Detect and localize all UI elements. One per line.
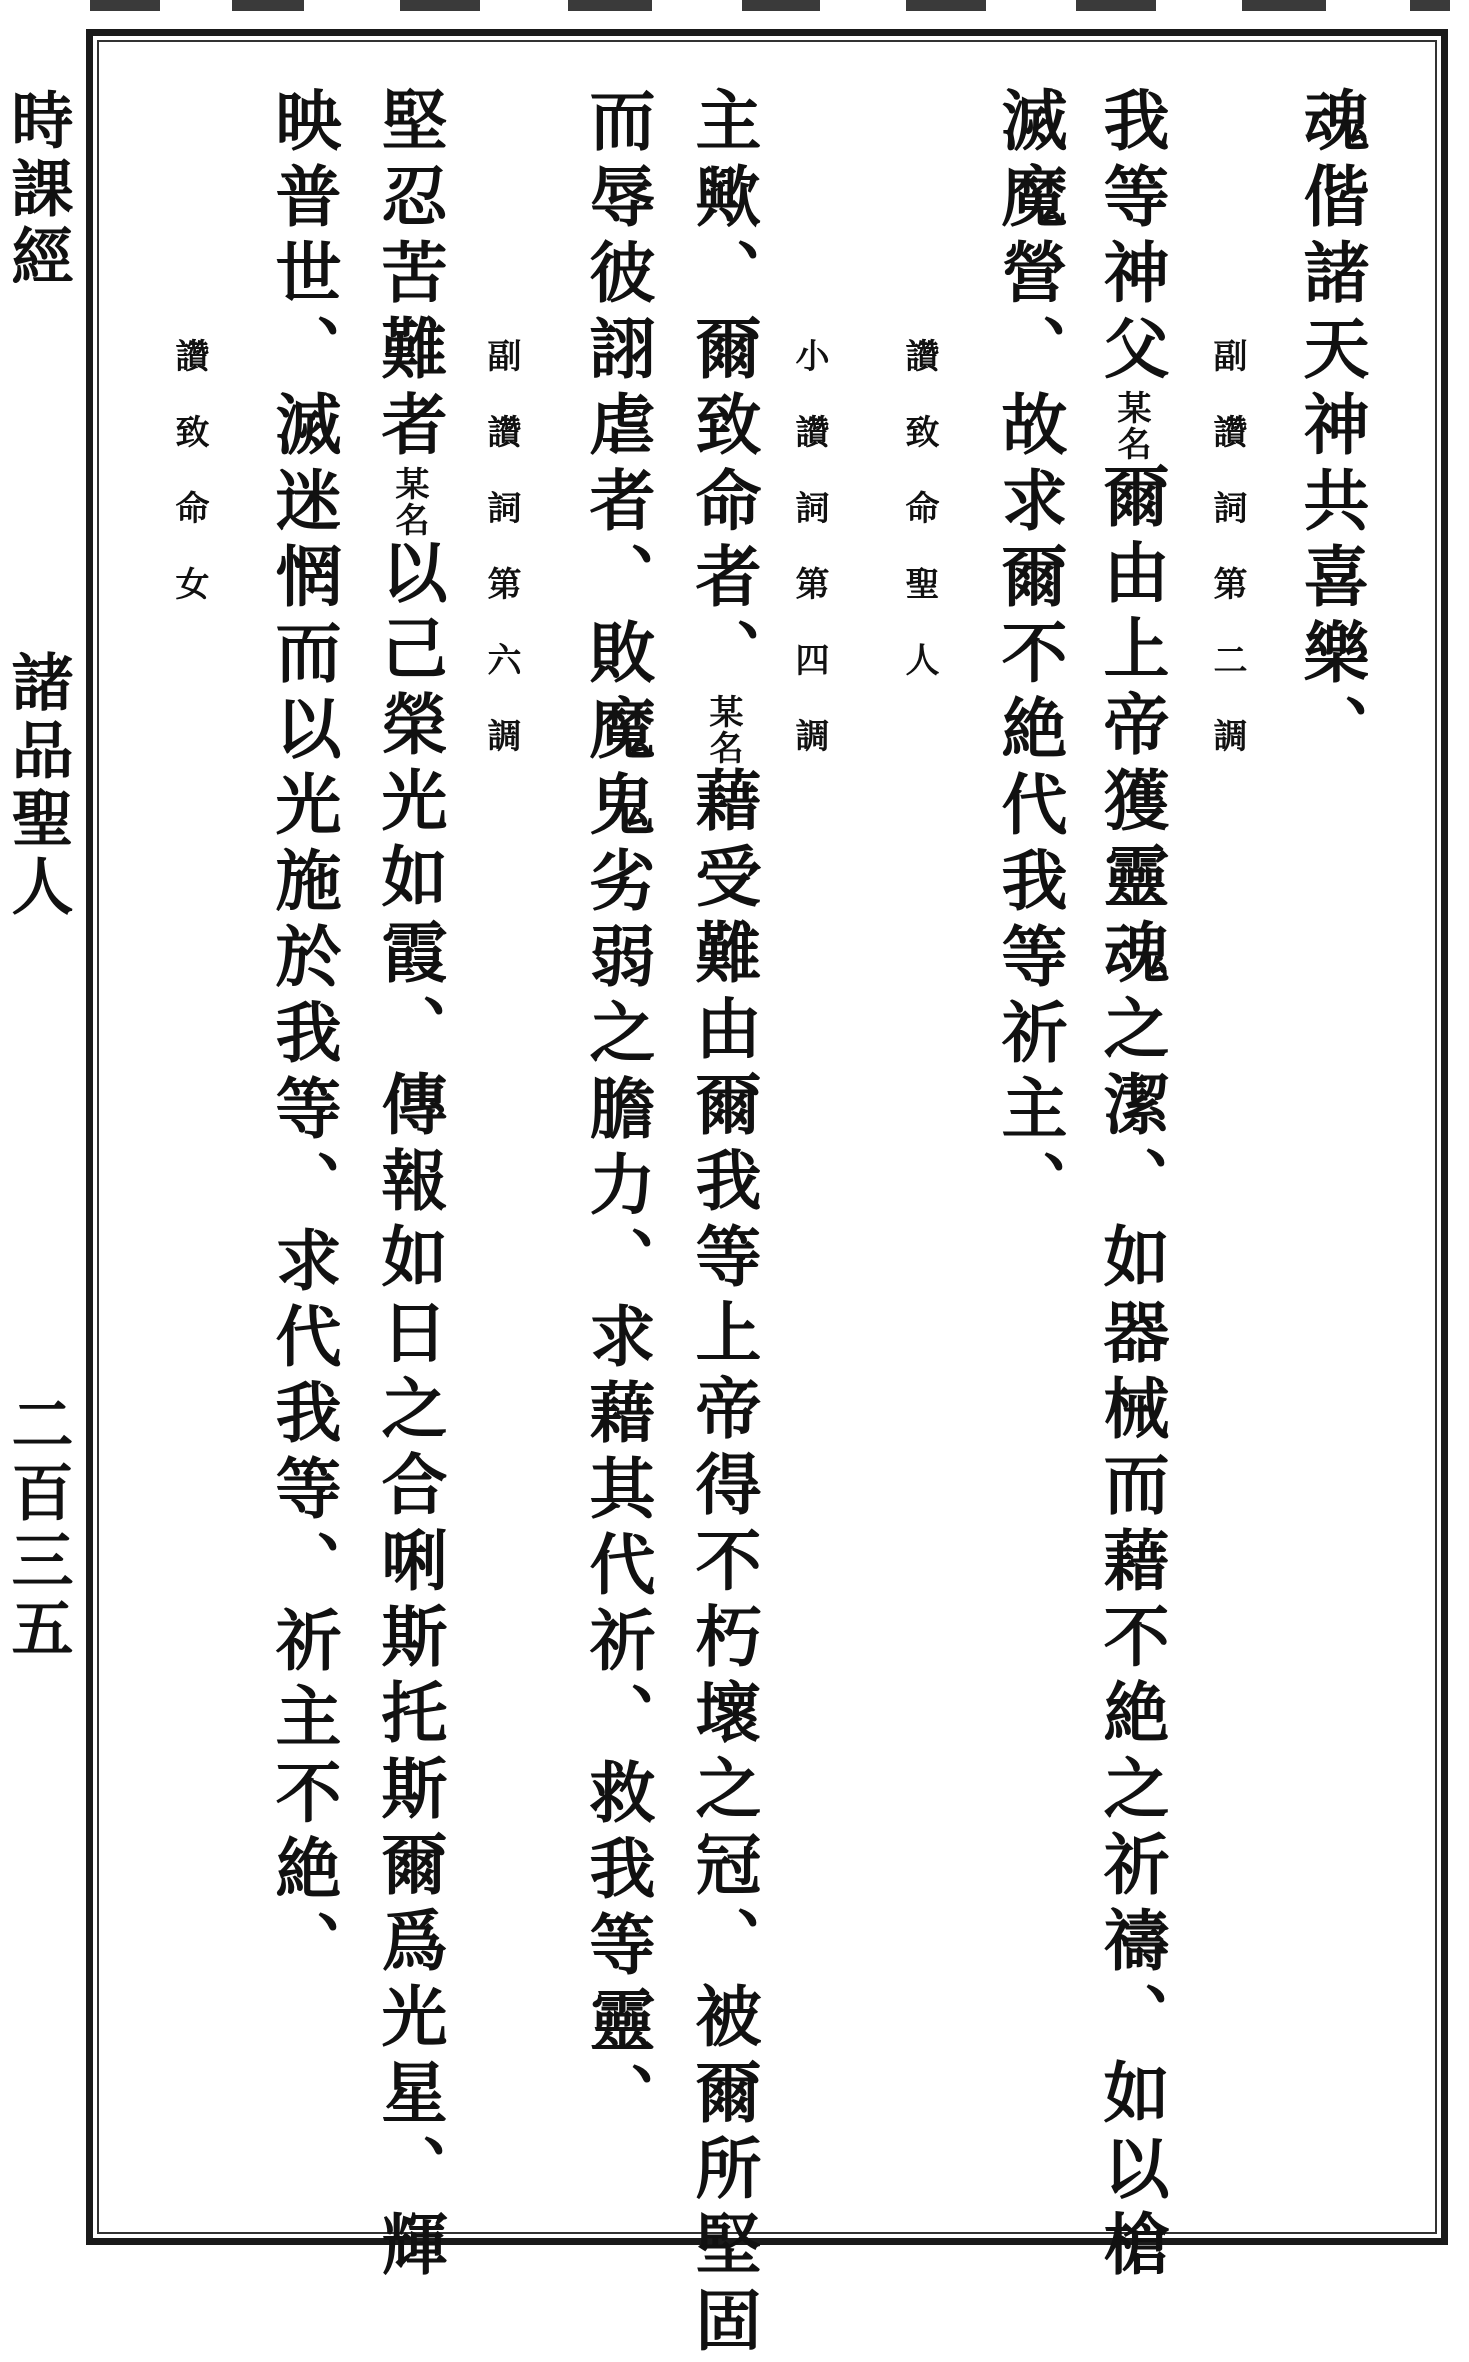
- text-run: 讚致命聖人: [899, 338, 939, 718]
- text-run: 映普世、滅迷惘而以光施於我等、求代我等、祈主不絶、: [264, 86, 342, 1986]
- margin-book-title: 時課經: [1, 88, 74, 292]
- text-run: 讚致命女: [169, 338, 209, 642]
- text-run: 小讚詞第四調: [789, 338, 829, 794]
- margin-section-title: 諸品聖人: [1, 650, 74, 922]
- text-column-8: [578, 86, 656, 2138]
- text-run: 而辱彼詡虐者、敗魔鬼劣弱之膽力、求藉其代祈、救我等靈、: [578, 86, 656, 2138]
- inline-name-placeholder: 某名: [1111, 390, 1151, 462]
- text-column-11: [264, 86, 342, 1986]
- top-edge-marks: [0, 0, 1469, 14]
- heading-column-6: [789, 338, 829, 794]
- text-run: 魂偕諸天神共喜樂、: [1292, 86, 1370, 770]
- heading-column-9: [481, 338, 521, 794]
- text-run: 副讚詞第六調: [481, 338, 521, 794]
- text-run: 以己榮光如霞、傳報如日之合唎斯托斯爾爲光星、輝: [370, 538, 448, 2286]
- inline-name-placeholder: 某名: [703, 694, 743, 766]
- text-run: 我等神父: [1092, 86, 1170, 390]
- text-column-10: [370, 86, 448, 2286]
- text-column-3: [1092, 86, 1170, 2286]
- heading-column-5: [899, 338, 939, 718]
- text-column-1: [1292, 86, 1370, 770]
- text-run: 堅忍苦難者: [370, 86, 448, 466]
- text-run: 滅魔營、故求爾不絶代我等祈主、: [990, 86, 1068, 1226]
- inline-name-placeholder: 某名: [389, 466, 429, 538]
- text-run: 副讚詞第二調: [1207, 338, 1247, 794]
- heading-column-12: [169, 338, 209, 642]
- text-run: 主歟、爾致命者、: [684, 86, 762, 694]
- heading-column-2: [1207, 338, 1247, 794]
- margin-page-number: 二百三五: [1, 1392, 74, 1664]
- text-run: 藉受難由爾我等上帝得不朽壞之冠、被爾所堅固: [684, 766, 762, 2362]
- text-column-7: [684, 86, 762, 2362]
- text-column-4: [990, 86, 1068, 1226]
- text-run: 爾由上帝獲靈魂之潔、如器械而藉不絶之祈禱、如以槍: [1092, 462, 1170, 2286]
